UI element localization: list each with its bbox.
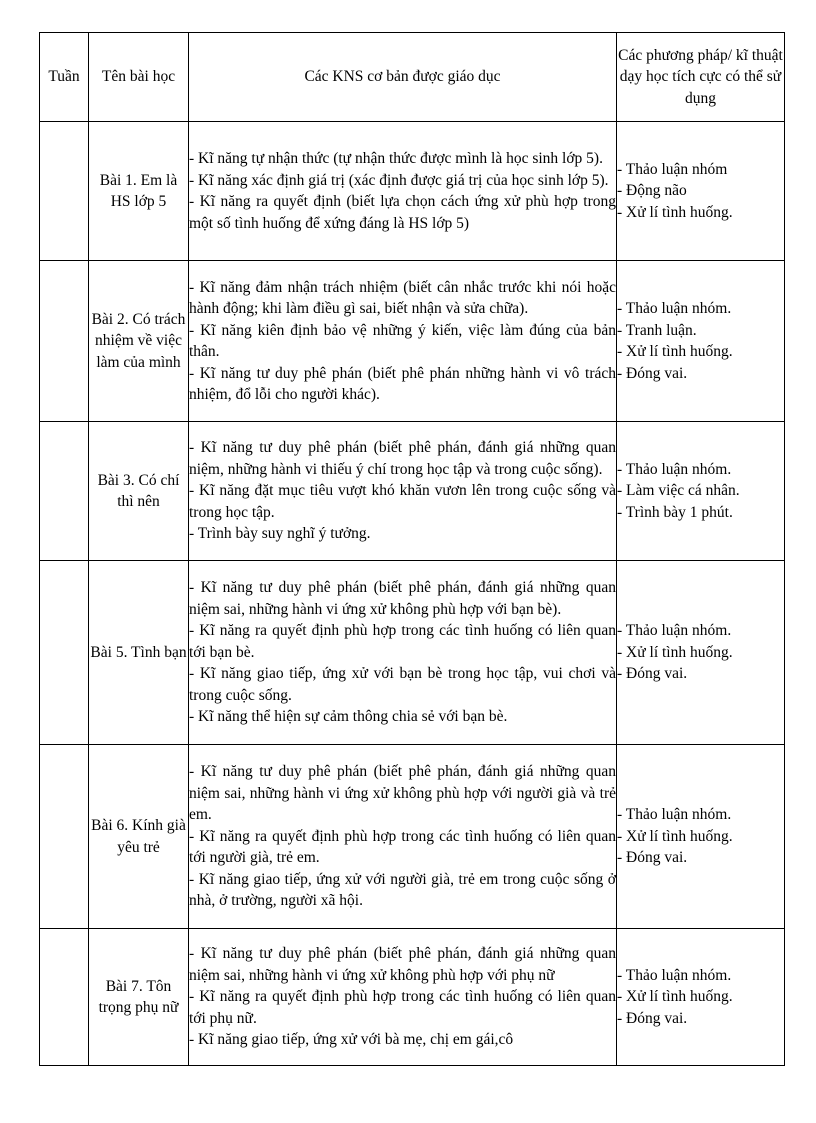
skill-item: - Kĩ năng tự nhận thức (tự nhận thức được mình là học sinh lớp 5). xyxy=(189,150,603,167)
skill-item: - Kĩ năng ra quyết định phù hợp trong các tình huống có liên quan tới bạn bè. xyxy=(189,622,616,661)
method-item: - Xử lí tình huống. xyxy=(617,827,733,845)
method-item: - Tranh luận. xyxy=(617,321,697,339)
header-skills: Các KNS cơ bản được giáo dục xyxy=(189,33,617,122)
method-item: - Thảo luận nhóm. xyxy=(617,966,732,984)
method-item: - Thảo luận nhóm. xyxy=(617,806,732,824)
method-item: - Làm việc cá nhân. xyxy=(617,482,740,500)
week-cell xyxy=(40,929,89,1066)
skill-item: - Kĩ năng thể hiện sự cảm thông chia sẻ với bạn bè. xyxy=(189,708,508,726)
skill-item: - Kĩ năng ra quyết định phù hợp trong các tình huống có liên quan tới phụ nữ. xyxy=(189,988,616,1027)
skill-item: - Kĩ năng tư duy phê phán (biết phê phán, đánh giá những quan niệm sai, những hành vi ứng xử không phù hợp với phụ nữ xyxy=(189,945,616,984)
skill-item: - Kĩ năng kiên định bảo vệ những ý kiến, việc làm đúng của bản thân. xyxy=(189,321,616,360)
method-item: - Thảo luận nhóm. xyxy=(617,622,732,640)
method-item: - Đóng vai. xyxy=(617,665,688,683)
skill-item: - Kĩ năng ra quyết định (biết lựa chọn cách ứng xử phù hợp trong một số tình huống để xứng đáng là HS lớp 5) xyxy=(189,193,616,232)
skills-cell xyxy=(189,561,617,745)
skill-item: - Kĩ năng giao tiếp, ứng xử với người già, trẻ em trong cuộc sống ở nhà, ở trường, người xã hội. xyxy=(189,870,616,910)
lesson-skills-table xyxy=(39,32,785,1066)
header-methods: Các phương pháp/ kĩ thuật dạy học tích cực có thể sử dụng xyxy=(617,33,785,122)
skills-cell xyxy=(189,261,617,422)
methods-cell xyxy=(617,122,785,261)
method-item: - Động não xyxy=(617,182,687,200)
method-item: - Thảo luận nhóm. xyxy=(617,460,732,478)
header-week: Tuần xyxy=(40,33,89,122)
table-row xyxy=(40,422,785,561)
skills-cell xyxy=(189,422,617,561)
week-cell xyxy=(40,261,89,422)
week-cell xyxy=(40,122,89,261)
skill-item: - Kĩ năng tư duy phê phán (biết phê phán, đánh giá những quan niệm sai, những hành vi ứng xử không phù hợp với người già và trẻ em. xyxy=(189,763,616,824)
methods-cell xyxy=(617,929,785,1066)
lesson-name-cell: Bài 3. Có chí thì nên xyxy=(89,422,189,561)
table-header-row xyxy=(40,33,785,122)
skill-item: - Kĩ năng tư duy phê phán (biết phê phán, đánh giá những quan niệm, những hành vi thiếu ý chí trong học tập và trong cuộc sống). xyxy=(189,439,616,478)
skill-item: - Kĩ năng ra quyết định phù hợp trong các tình huống có liên quan tới người già, trẻ em. xyxy=(189,827,616,867)
skills-cell xyxy=(189,929,617,1066)
methods-cell xyxy=(617,561,785,745)
table-row xyxy=(40,561,785,745)
method-item: - Thảo luận nhóm xyxy=(617,160,728,178)
table-row xyxy=(40,745,785,929)
method-item: - Đóng vai. xyxy=(617,364,688,382)
method-item: - Xử lí tình huống. xyxy=(617,988,733,1006)
header-lesson-name: Tên bài học xyxy=(89,33,189,122)
lesson-name-cell: Bài 1. Em là HS lớp 5 xyxy=(89,122,189,261)
week-cell xyxy=(40,745,89,929)
methods-cell xyxy=(617,422,785,561)
skill-item: - Kĩ năng giao tiếp, ứng xử với bạn bè trong học tập, vui chơi và trong cuộc sống. xyxy=(189,665,616,704)
method-item: - Xử lí tình huống. xyxy=(617,343,733,360)
lesson-name-cell: Bài 6. Kính già yêu trẻ xyxy=(89,745,189,929)
skill-item: - Kĩ năng tư duy phê phán (biết phê phán những hành vi vô trách nhiệm, đổ lỗi cho người khác). xyxy=(189,364,616,403)
skill-item: - Kĩ năng xác định giá trị (xác định được giá trị của học sinh lớp 5). xyxy=(189,171,609,189)
week-cell xyxy=(40,422,89,561)
lesson-name-cell: Bài 7. Tôn trọng phụ nữ xyxy=(89,929,189,1066)
method-item: - Thảo luận nhóm. xyxy=(617,300,732,317)
lesson-name-cell: Bài 2. Có trách nhiệm về việc làm của mình xyxy=(89,261,189,422)
skill-item: - Trình bày suy nghĩ ý tưởng. xyxy=(189,525,371,543)
skill-item: - Kĩ năng tư duy phê phán (biết phê phán, đánh giá những quan niệm sai, những hành vi ứng xử không phù hợp với bạn bè). xyxy=(189,579,616,618)
skills-cell xyxy=(189,122,617,261)
lesson-name-cell: Bài 5. Tình bạn xyxy=(89,561,189,745)
methods-cell xyxy=(617,261,785,422)
method-item: - Đóng vai. xyxy=(617,1009,688,1027)
week-cell xyxy=(40,561,89,745)
method-item: - Xử lí tình huống. xyxy=(617,203,733,221)
methods-cell xyxy=(617,745,785,929)
method-item: - Xử lí tình huống. xyxy=(617,643,733,661)
table-row xyxy=(40,929,785,1066)
skill-item: - Kĩ năng đặt mục tiêu vượt khó khăn vươn lên trong cuộc sống và trong học tập. xyxy=(189,482,616,521)
table-row xyxy=(40,261,785,422)
skills-cell xyxy=(189,745,617,929)
skill-item: - Kĩ năng đảm nhận trách nhiệm (biết cân nhắc trước khi nói hoặc hành động; khi làm điều gì sai, biết nhận và sửa chữa). xyxy=(189,278,616,317)
method-item: - Trình bày 1 phút. xyxy=(617,503,733,521)
table-row xyxy=(40,122,785,261)
skill-item: - Kĩ năng giao tiếp, ứng xử với bà mẹ, chị em gái,cô xyxy=(189,1031,514,1049)
method-item: - Đóng vai. xyxy=(617,849,688,867)
